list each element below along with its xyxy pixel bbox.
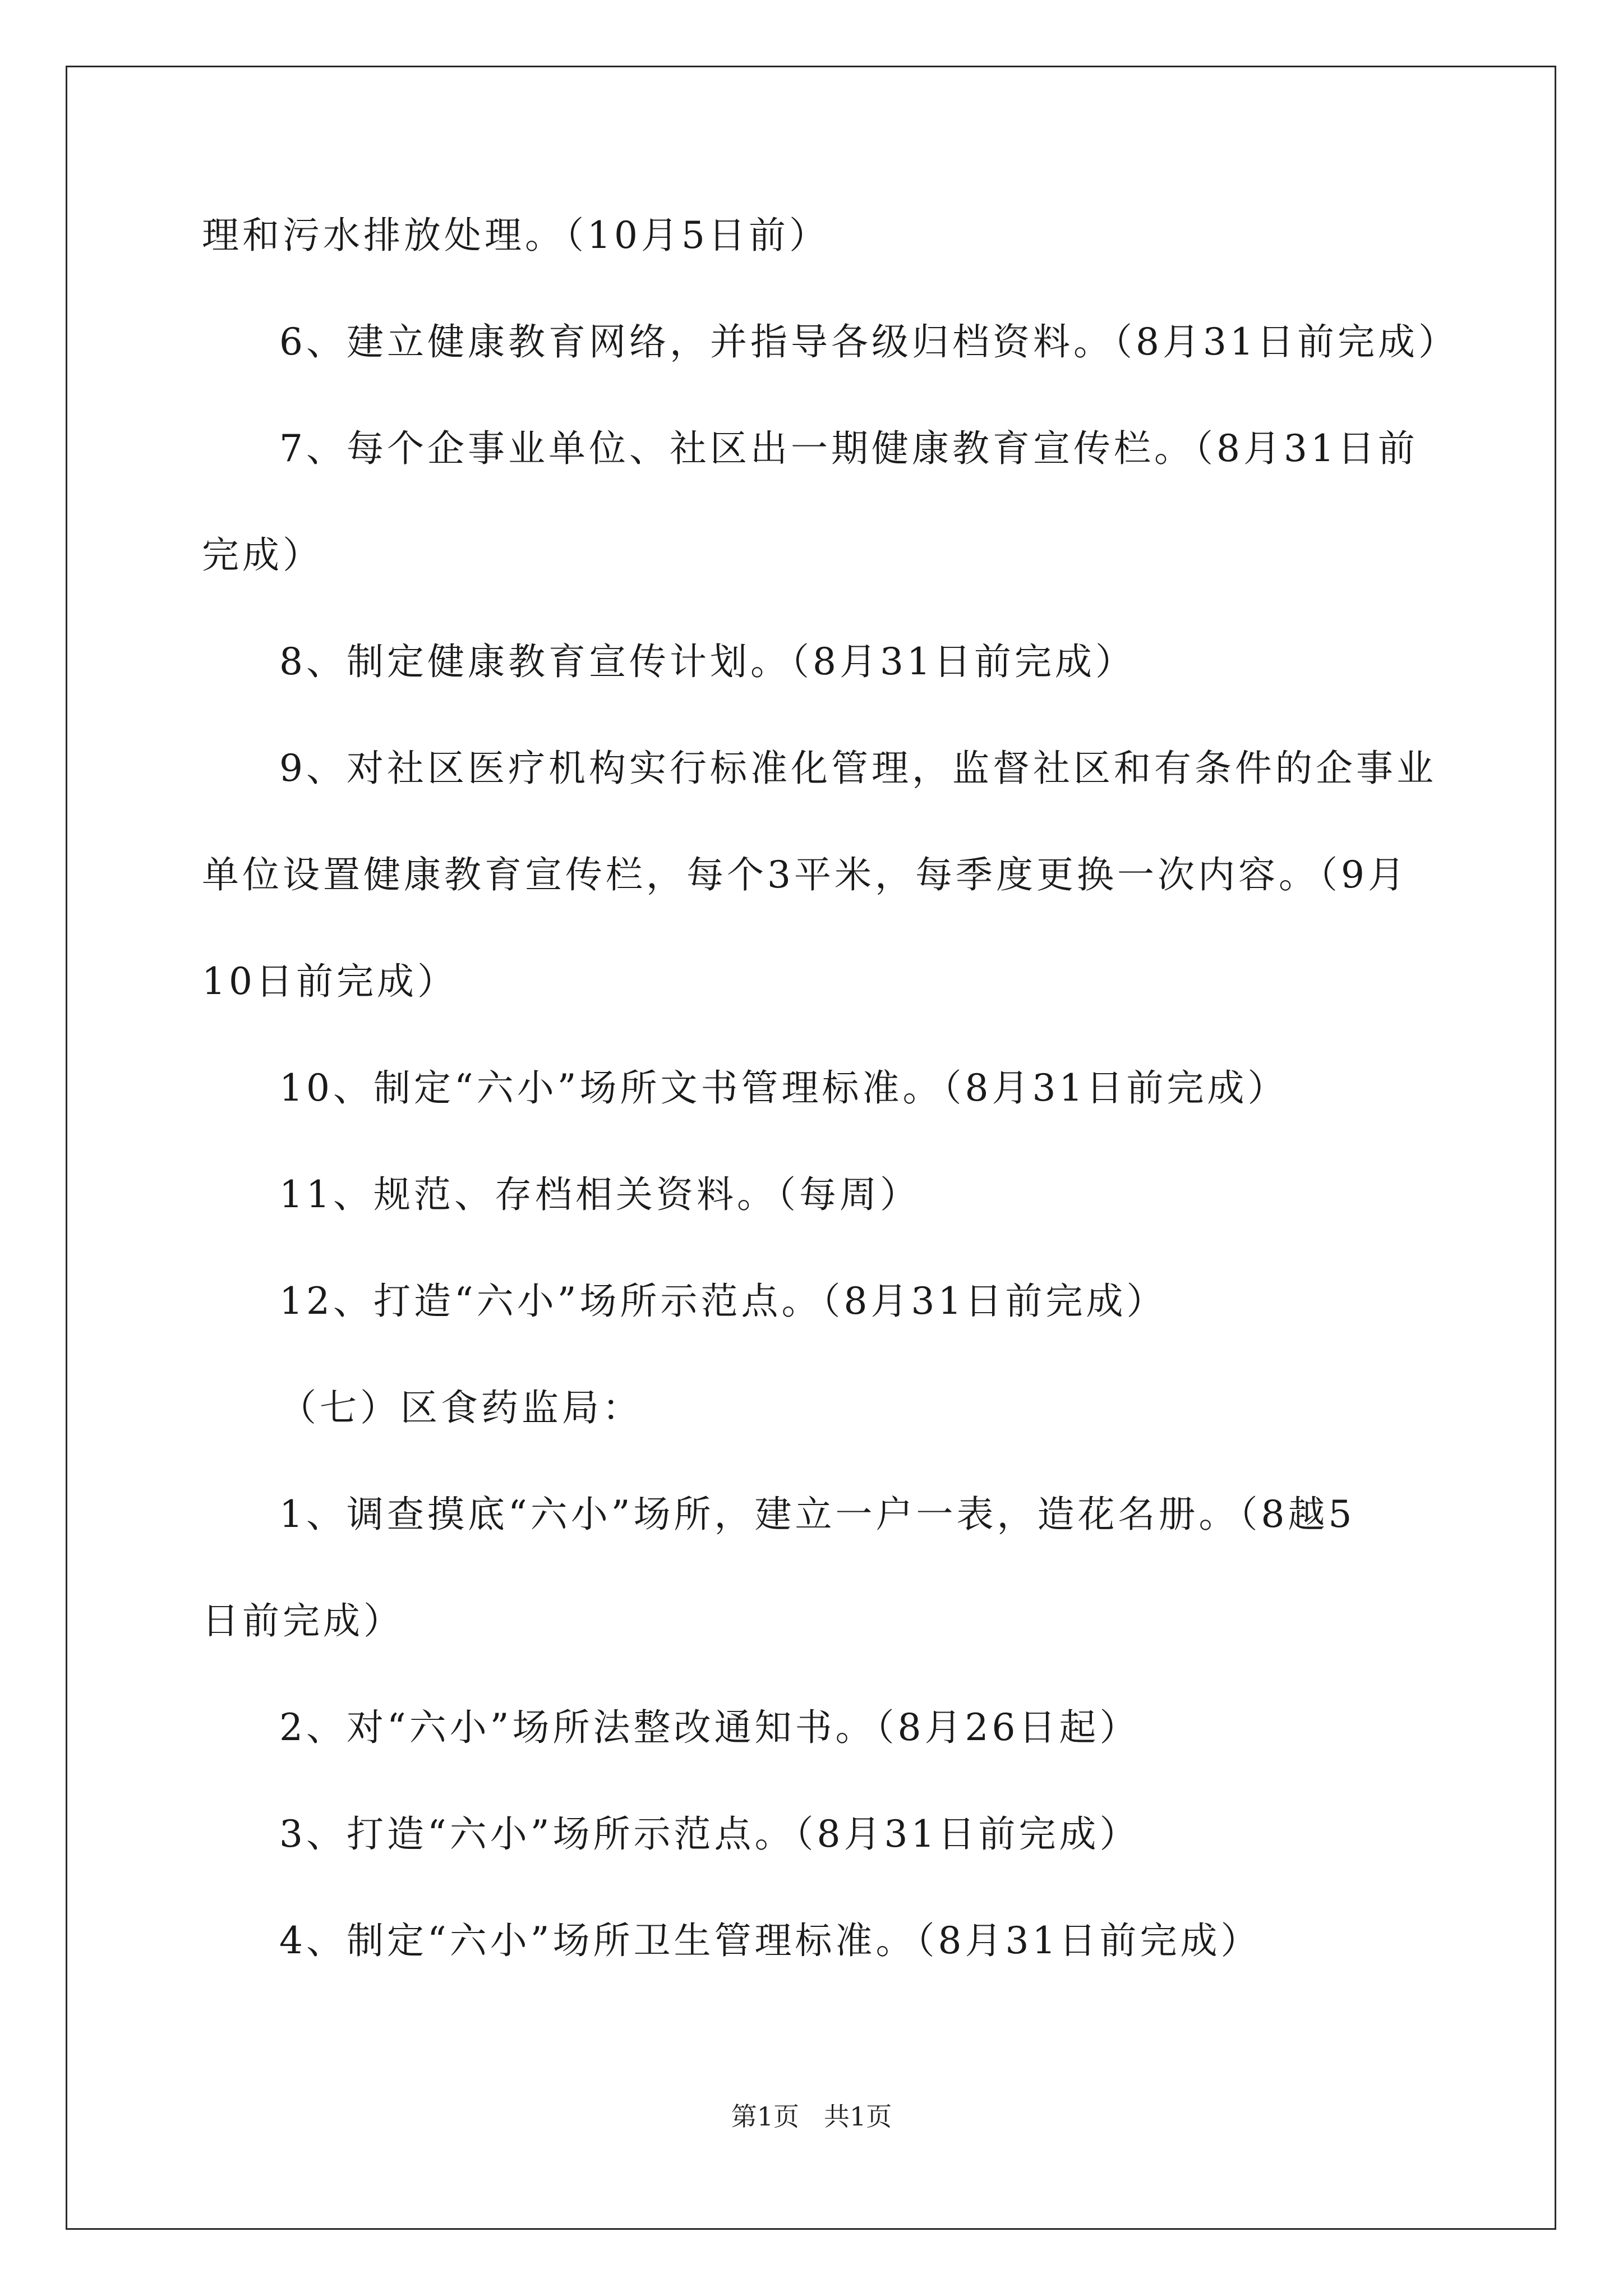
page-border	[66, 66, 1556, 2230]
text-line-16: 3、打造“六小”场所示范点。（8月31日前完成）	[279, 1812, 1140, 1856]
text-line-3: 7、每个企事业单位、社区出一期健康教育宣传栏。（8月31日前	[279, 427, 1418, 470]
page-number: 第1页	[731, 2101, 799, 2132]
section-heading: （七）区食药监局：	[279, 1386, 643, 1429]
text-line-2: 6、建立健康教育网络，并指导各级归档资料。（8月31日前完成）	[279, 320, 1459, 364]
page-total: 共1页	[824, 2101, 892, 2132]
text-line-11: 12、打造“六小”场所示范点。（8月31日前完成）	[279, 1280, 1167, 1323]
text-line-8: 10日前完成）	[202, 960, 458, 1003]
text-line-14: 日前完成）	[202, 1599, 404, 1642]
text-line-10: 11、规范、存档相关资料。（每周）	[279, 1173, 920, 1216]
page-footer	[0, 2101, 1623, 2132]
text-line-4: 完成）	[202, 533, 323, 577]
text-line-5: 8、制定健康教育宣传计划。（8月31日前完成）	[279, 640, 1136, 683]
text-line-6: 9、对社区医疗机构实行标准化管理，监督社区和有条件的企事业	[279, 747, 1437, 790]
text-line-1: 理和污水排放处理。（10月5日前）	[202, 214, 829, 257]
text-line-9: 10、制定“六小”场所文书管理标准。（8月31日前完成）	[279, 1066, 1288, 1110]
text-line-13: 1、调查摸底“六小”场所，建立一户一表，造花名册。（8越5	[279, 1493, 1355, 1536]
text-line-15: 2、对“六小”场所法整改通知书。（8月26日起）	[279, 1706, 1140, 1749]
text-line-7: 单位设置健康教育宣传栏，每个3平米，每季度更换一次内容。（9月	[202, 853, 1408, 896]
text-line-17: 4、制定“六小”场所卫生管理标准。（8月31日前完成）	[279, 1919, 1261, 1962]
